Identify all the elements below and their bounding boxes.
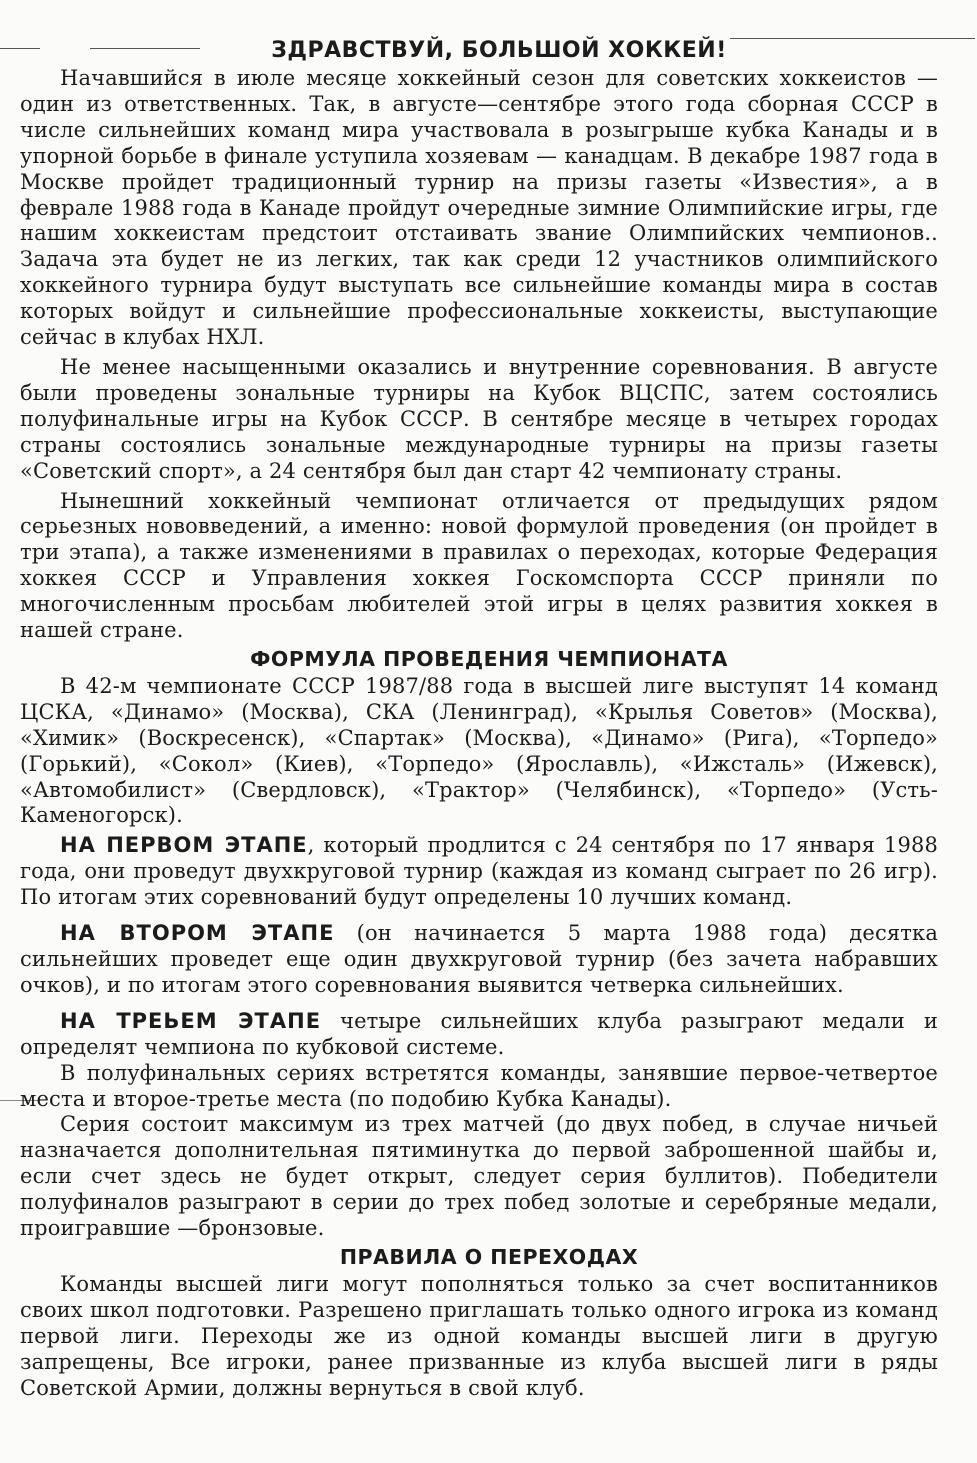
stage-3-label: НА ТРЕЬЕМ ЭТАПЕ	[60, 1008, 322, 1033]
stage-2-label: НА ВТОРОМ ЭТАПЕ	[60, 921, 335, 946]
intro-paragraph-3: Нынешний хоккейный чемпионат отличается от предыдущих рядом серьезных нововведений, а именно: новой формулой проведения (он пройдет в три этапа), а также изменениями в правилах о переходах, которые Федерация хоккея СССР и Управления хоккея Госкомспорта СССР приняли по многочисленным просьбам любителей этой игры в целях развития хоккея в нашей стране.	[20, 488, 938, 643]
stage-1-text: , который продлится с 24 сентября по 17 января 1988 года, они проведут двухкруговой турнир (каждая из команд сыграет по 26 игр). По итогам этих соревнований будут определены 10 лучших команд.	[20, 833, 938, 910]
article	[20, 36, 938, 1402]
series-paragraph: Серия состоит максимум из трех матчей (до двух побед, в случае ничьей назначается дополнительная пятиминутка до первой заброшенной шайбы и, если счет здесь не будет открыт, следует серия буллитов). Победители полуфиналов разыграют в серии до трех побед золотые и серебряные медали, проигравшие —бронзовые.	[20, 1112, 938, 1241]
stage-3-paragraph	[20, 1009, 938, 1061]
stage-2-text: (он начинается 5 марта 1988 года) десятка сильнейших проведет еще один двухкруговой турнир (без зачета набравших очков), и по итогам этого соревнования выявится четверка сильнейших.	[20, 921, 938, 997]
stage-1-label: НА ПЕРВОМ ЭТАПЕ	[60, 833, 308, 858]
intro-paragraph-2: Не менее насыщенными оказались и внутренние соревнования. В августе были проведены зональные турниры на Кубок ВЦСПС, затем состоялись полуфинальные игры на Кубок СССР. В сентябре месяце в четырех городах страны состоялись зональные международные турниры на призы газеты «Советский спорт», а 24 сентября был дан старт 42 чемпионату страны.	[20, 354, 938, 483]
formula-heading: ФОРМУЛА ПРОВЕДЕНИЯ ЧЕМПИОНАТА	[250, 646, 728, 671]
stage-1-paragraph	[20, 833, 938, 911]
transfers-heading: ПРАВИЛА О ПЕРЕХОДАХ	[339, 1244, 639, 1269]
stage-3-text: четыре сильнейших клуба разыграют медали и определят чемпиона по кубковой системе.	[20, 1008, 939, 1059]
article-title: ЗДРАВСТВУЙ, БОЛЬШОЙ ХОККЕЙ!	[271, 38, 727, 63]
teams-paragraph: В 42-м чемпионате СССР 1987/88 года в высшей лиге выступят 14 команд ЦСКА, «Динамо» (Москва), СКА (Ленинград), «Крылья Советов» (Москва), «Химик» (Воскресенск), «Спартак» (Москва), «Динамо» (Рига), «Торпедо» (Горький), «Сокол» (Киев), «Торпедо» (Ярославль), «Ижсталь» (Ижевск), «Автомобилист» (Свердловск), «Трактор» (Челябинск), «Торпедо» (Усть-Каменогорск).	[20, 673, 938, 828]
intro-paragraph-1: Начавшийся в июле месяце хоккейный сезон для советских хоккеистов —один из ответственных. Так, в августе—сентябре этого года сборная СССР в числе сильнейших команд мира участвовала в розыгрыше кубка Канады и в упорной борьбе в финале уступила хозяевам — канадцам. В декабре 1987 года в Москве пройдет традиционный турнир на призы газеты «Известия», а в феврале 1988 года в Канаде пройдут очередные зимние Олимпийские игры, где нашим хоккеистам предстоит отстаивать звание Олимпийских чемпионов.. Задача эта будет не из легких, так как среди 12 участников олимпийского хоккейного турнира будут выступать все сильнейшие команды мира в состав которых войдут и сильнейшие профессиональные хоккеисты, выступающие сейчас в клубах НХЛ.	[20, 66, 938, 350]
transfers-paragraph: Команды высшей лиги могут пополняться только за счет воспитанников своих школ подготовки. Разрешено приглашать только одного игрока из команд первой лиги. Переходы же из одной команды высшей лиги в другую запрещены, Все игроки, ранее призванные из клуба высшей лиги в ряды Советской Армии, должны вернуться в свой клуб.	[20, 1271, 938, 1400]
stage-2-paragraph	[20, 921, 938, 999]
semifinal-paragraph: В полуфинальных сериях встретятся команды, занявшие первое-четвертое места и второе-третье места (по подобию Кубка Канады).	[20, 1060, 938, 1111]
